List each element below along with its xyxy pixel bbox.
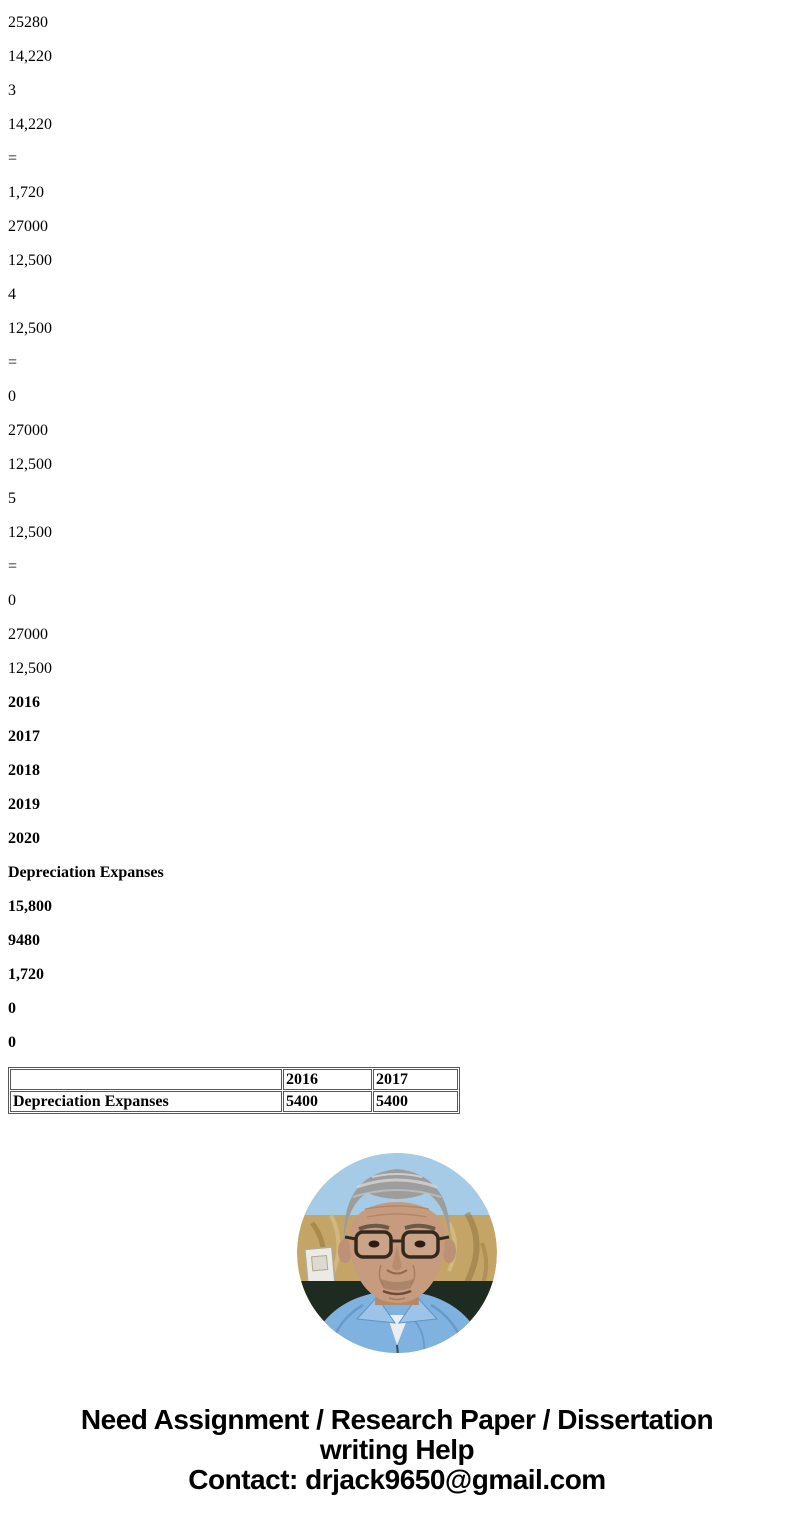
calc-line-8: 12,500 — [8, 252, 52, 269]
calc-line-31: 0 — [8, 1034, 16, 1051]
calc-line-22: 2017 — [8, 728, 40, 745]
calc-line-18: 0 — [8, 592, 16, 609]
calc-line-25: 2020 — [8, 830, 40, 847]
calc-line-23: 2018 — [8, 762, 40, 779]
calc-line-19: 27000 — [8, 626, 48, 643]
calc-line-4: 14,220 — [8, 116, 52, 133]
calc-line-26: Depreciation Expanses — [8, 864, 164, 881]
calc-line-28: 9480 — [8, 932, 40, 949]
calc-line-30: 0 — [8, 1000, 16, 1017]
calc-line-2: 14,220 — [8, 48, 52, 65]
calc-line-3: 3 — [8, 82, 16, 99]
calc-line-21: 2016 — [8, 694, 40, 711]
calc-line-1: 25280 — [8, 14, 48, 31]
table-row-depreciation — [10, 1091, 458, 1112]
calc-line-10: 12,500 — [8, 320, 52, 337]
calc-line-27: 15,800 — [8, 898, 52, 915]
table-cell-year-2016: 2016 — [283, 1069, 372, 1090]
calc-line-11: = — [8, 354, 18, 371]
tutor-avatar — [297, 1153, 497, 1353]
table-cell-year-2017: 2017 — [373, 1069, 458, 1090]
footer-line-2: writing Help — [319, 1434, 475, 1465]
footer-contact-email: Contact: drjack9650@gmail.com — [188, 1464, 606, 1495]
calc-line-7: 27000 — [8, 218, 48, 235]
calc-line-9: 4 — [8, 286, 16, 303]
table-cell-value-2016: 5400 — [283, 1091, 372, 1112]
calc-line-12: 0 — [8, 388, 16, 405]
calc-line-5: = — [8, 150, 18, 167]
calc-line-13: 27000 — [8, 422, 48, 439]
calc-line-14: 12,500 — [8, 456, 52, 473]
table-cell-value-2017: 5400 — [373, 1091, 458, 1112]
depreciation-table — [8, 1067, 460, 1114]
calc-line-16: 12,500 — [8, 524, 52, 541]
calc-line-15: 5 — [8, 490, 16, 507]
footer-line-1: Need Assignment / Research Paper / Dissertation — [80, 1404, 714, 1435]
person-photo-icon — [297, 1153, 497, 1353]
calc-line-24: 2019 — [8, 796, 40, 813]
calc-line-17: = — [8, 558, 18, 575]
calc-line-29: 1,720 — [8, 966, 44, 983]
table-cell-empty — [10, 1069, 282, 1090]
footer-banner — [8, 1405, 786, 1495]
calc-line-20: 12,500 — [8, 660, 52, 677]
table-row-header — [10, 1069, 458, 1090]
calc-line-6: 1,720 — [8, 184, 44, 201]
calculation-lines — [8, 13, 786, 1052]
table-cell-label: Depreciation Expanses — [10, 1091, 282, 1112]
